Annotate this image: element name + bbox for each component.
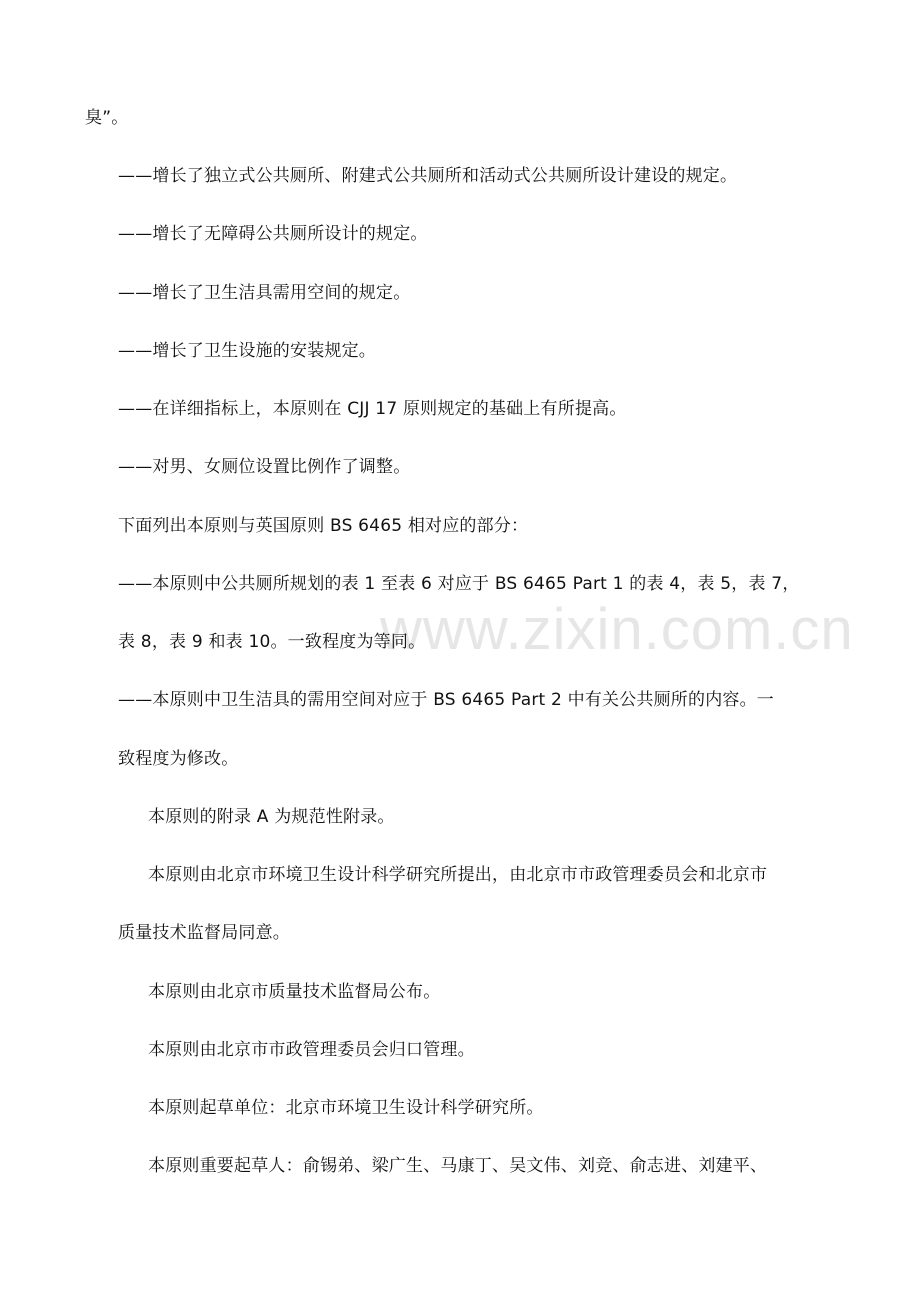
text-line-10: 表 8，表 9 和表 10。一致程度为等同。: [118, 632, 426, 652]
text-line-18: 本原则起草单位：北京市环境卫生设计科学研究所。: [148, 1098, 544, 1118]
text-line-8: 下面列出本原则与英国原则 BS 6465 相对应的部分：: [118, 516, 529, 536]
text-line-5: ——增长了卫生设施的安装规定。: [118, 341, 376, 361]
text-line-6: ——在详细指标上，本原则在 CJJ 17 原则规定的基础上有所提高。: [118, 399, 627, 419]
text-line-17: 本原则由北京市市政管理委员会归口管理。: [148, 1040, 475, 1060]
text-line-13: 本原则的附录 A 为规范性附录。: [148, 807, 395, 827]
text-line-12: 致程度为修改。: [118, 749, 239, 769]
text-line-1: 臭”。: [85, 108, 129, 128]
text-line-7: ——对男、女厕位设置比例作了调整。: [118, 457, 411, 477]
text-line-15: 质量技术监督局同意。: [118, 923, 290, 943]
text-line-3: ——增长了无障碍公共厕所设计的规定。: [118, 224, 428, 244]
text-line-19: 本原则重要起草人：俞锡弟、梁广生、马康丁、吴文伟、刘竞、俞志进、刘建平、: [148, 1156, 768, 1176]
text-line-11: ——本原则中卫生洁具的需用空间对应于 BS 6465 Part 2 中有关公共厕所的内容。一: [118, 690, 775, 710]
text-line-2: ——增长了独立式公共厕所、附建式公共厕所和活动式公共厕所设计建设的规定。: [118, 166, 738, 186]
text-line-14: 本原则由北京市环境卫生设计科学研究所提出，由北京市市政管理委员会和北京市: [148, 865, 768, 885]
text-line-4: ——增长了卫生洁具需用空间的规定。: [118, 283, 411, 303]
text-line-9: ——本原则中公共厕所规划的表 1 至表 6 对应于 BS 6465 Part 1 的表 4，表 5，表 7，: [118, 574, 800, 594]
watermark: www.zixin.com.cn: [380, 597, 854, 662]
text-line-16: 本原则由北京市质量技术监督局公布。: [148, 982, 441, 1002]
